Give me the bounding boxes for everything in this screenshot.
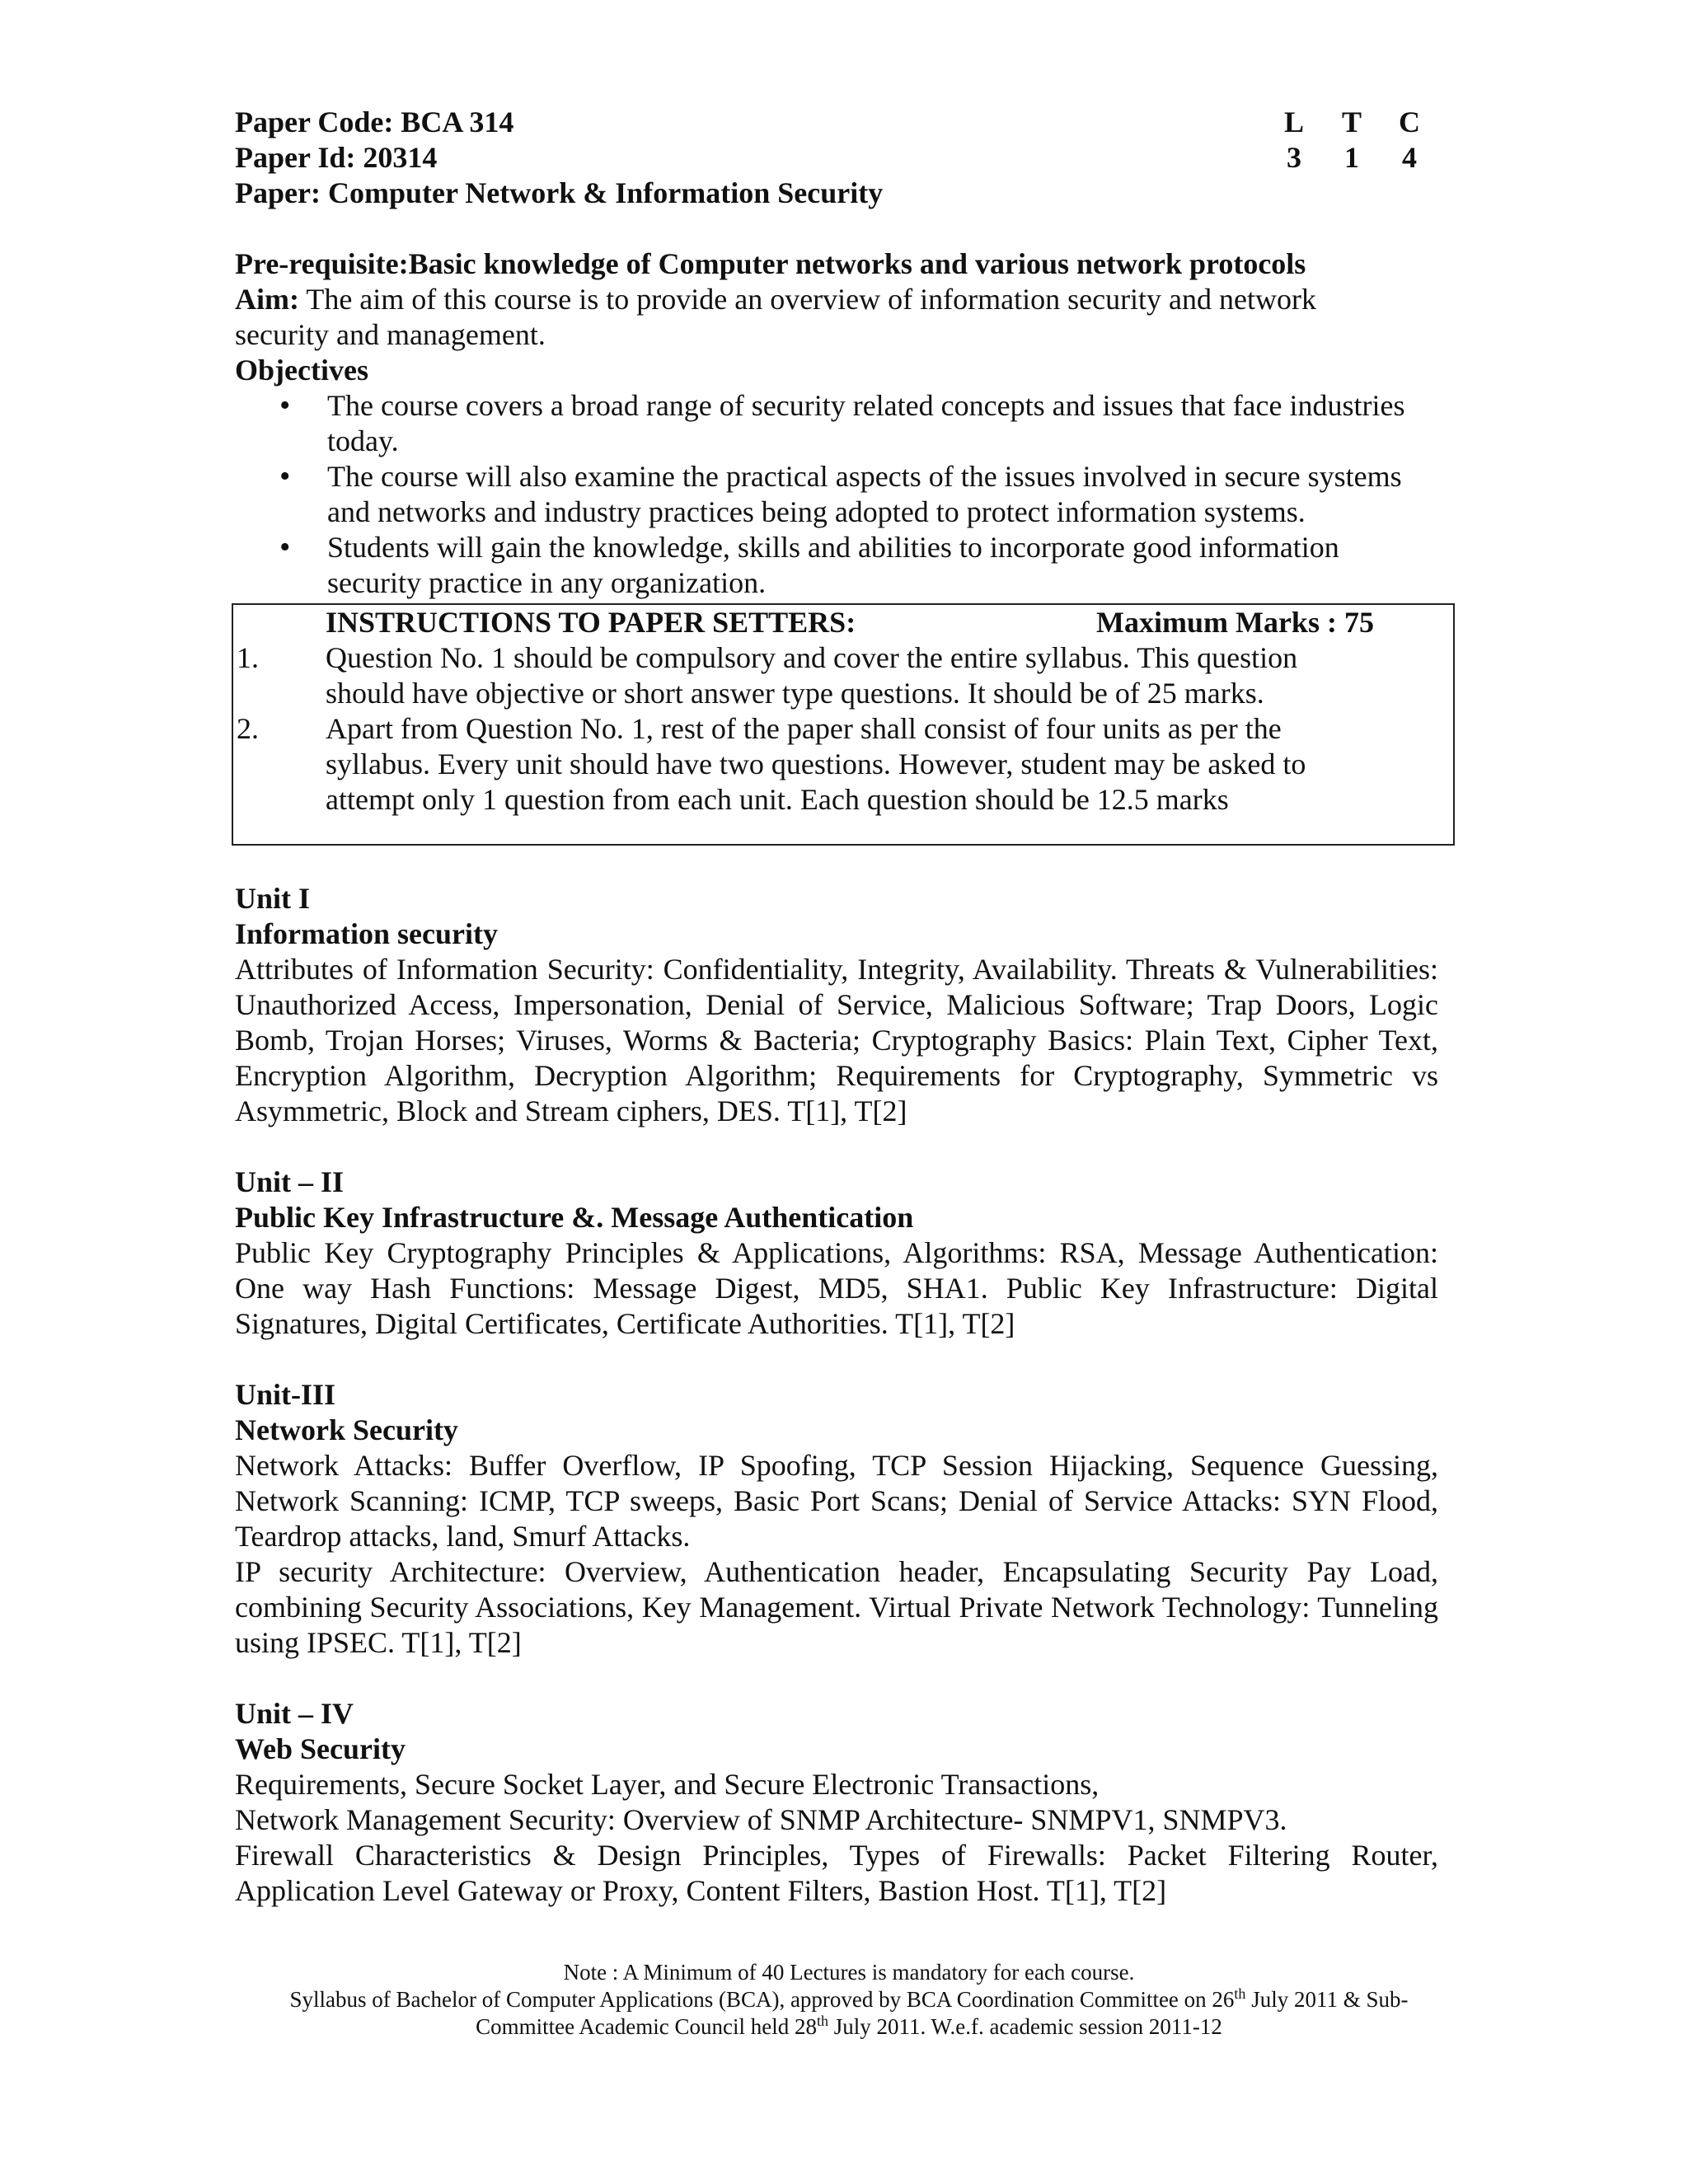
instruction-number: 2. <box>237 712 259 745</box>
objective-item: • The course will also examine the practical aspects of the issues involved in secure systems and networks and industry practices being adopted to protect information systems. <box>327 459 1438 530</box>
unit-4 <box>235 1696 1438 1909</box>
objective-item: • The course covers a broad range of security related concepts and issues that face industries today. <box>327 388 1438 459</box>
unit-title: Network Security <box>235 1413 458 1446</box>
footer-note: Note : A Minimum of 40 Lectures is mandatory for each course. <box>563 1960 1135 1985</box>
instruction-item <box>233 711 1453 818</box>
unit-title: Information security <box>235 917 498 950</box>
unit-title: Web Security <box>235 1732 406 1765</box>
instruction-item <box>233 640 1453 711</box>
unit-paragraph: Network Attacks: Buffer Overflow, IP Spoofing, TCP Session Hijacking, Sequence Guessing, Network Scanning: ICMP, TCP sweeps, Basic Port Scans; Denial of Service Attacks: SYN Flood, Teardrop attacks, land, Smurf Attacks. <box>235 1449 1438 1553</box>
footer-approval-line-1: Syllabus of Bachelor of Computer Applications (BCA), approved by BCA Coordination Committee on 26th July 2011 & Sub- <box>289 1985 1409 2012</box>
prerequisite: Pre-requisite:Basic knowledge of Computer networks and various network protocols <box>235 247 1306 280</box>
objectives-heading: Objectives <box>235 354 368 387</box>
unit-label: Unit – II <box>235 1165 345 1198</box>
instructions-title: INSTRUCTIONS TO PAPER SETTERS: <box>326 606 856 639</box>
ltc-label-c: C <box>1399 105 1420 138</box>
paper-id: Paper Id: 20314 <box>235 141 438 174</box>
unit-paragraph: Firewall Characteristics & Design Principles, Types of Firewalls: Packet Filtering Router, Application Level Gateway or Proxy, Content Filters, Bastion Host. T[1], T[2] <box>235 1839 1438 1907</box>
instructions-box <box>232 603 1455 846</box>
instruction-text: Question No. 1 should be compulsory and cover the entire syllabus. This question should have objective or short answer type questions. It should be of 25 marks. <box>326 641 1298 710</box>
objective-item: • Students will gain the knowledge, skills and abilities to incorporate good information security practice in any organization. <box>327 530 1438 601</box>
unit-paragraph: Network Management Security: Overview of SNMP Architecture- SNMPV1, SNMPV3. <box>235 1803 1287 1836</box>
unit-1 <box>235 881 1438 1129</box>
paper-code: Paper Code: BCA 314 <box>235 105 514 138</box>
unit-3 <box>235 1377 1438 1661</box>
unit-title: Public Key Infrastructure &. Message Authentication <box>235 1201 914 1234</box>
page-content <box>235 105 1438 1909</box>
unit-paragraph: Public Key Cryptography Principles & Applications, Algorithms: RSA, Message Authentication: One way Hash Functions: Message Digest, MD5, SHA1. Public Key Infrastructure: Digital Signatures, Digital Certificates, Certificate Authorities. T[1], T[2] <box>235 1236 1438 1340</box>
ltc-label-t: T <box>1341 105 1362 138</box>
instruction-text: Apart from Question No. 1, rest of the paper shall consist of four units as per the syllabus. Every unit should have two questions. However, student may be asked to attempt only 1 question from each unit. Each question should be 12.5 marks <box>326 712 1306 816</box>
footer <box>206 1959 1492 2041</box>
ltc-value-t: 1 <box>1344 141 1359 174</box>
instructions-header <box>233 605 1453 640</box>
instruction-number: 1. <box>237 641 259 674</box>
unit-label: Unit-III <box>235 1378 336 1411</box>
ltc-value-l: 3 <box>1287 141 1301 174</box>
ltc-label-l: L <box>1283 105 1304 138</box>
aim-text: The aim of this course is to provide an overview of information security and network security and management. <box>235 283 1317 351</box>
paper-header <box>235 105 1438 211</box>
unit-paragraph: Attributes of Information Security: Confidentiality, Integrity, Availability. Threats & Vulnerabilities: Unauthorized Access, Impersonation, Denial of Service, Malicious Software; Trap Doors, Logic Bomb, Trojan Horses; Viruses, Worms & Bacteria; Cryptography Basics: Plain Text, Cipher Text, Encryption Algorithm, Decryption Algorithm; Requirements for Cryptography, Symmetric vs Asymmetric, Block and Stream ciphers, DES. T[1], T[2] <box>235 953 1438 1127</box>
unit-label: Unit – IV <box>235 1697 354 1730</box>
unit-paragraph: IP security Architecture: Overview, Authentication header, Encapsulating Security Pay Load, combining Security Associations, Key Management. Virtual Private Network Technology: Tunneling using IPSEC. T[1], T[2] <box>235 1555 1438 1659</box>
ltc-table <box>1265 105 1438 176</box>
unit-2 <box>235 1165 1438 1342</box>
paper-title: Paper: Computer Network & Information Security <box>235 176 884 209</box>
ltc-value-c: 4 <box>1402 141 1417 174</box>
unit-paragraph: Requirements, Secure Socket Layer, and Secure Electronic Transactions, <box>235 1768 1100 1801</box>
maximum-marks: Maximum Marks : 75 <box>1096 606 1374 639</box>
unit-label: Unit I <box>235 882 311 915</box>
aim <box>235 282 1438 353</box>
footer-approval-line-2: Committee Academic Council held 28th July 2011. W.e.f. academic session 2011-12 <box>476 2013 1222 2039</box>
objectives-list <box>235 388 1438 601</box>
aim-label: Aim: <box>235 283 299 316</box>
